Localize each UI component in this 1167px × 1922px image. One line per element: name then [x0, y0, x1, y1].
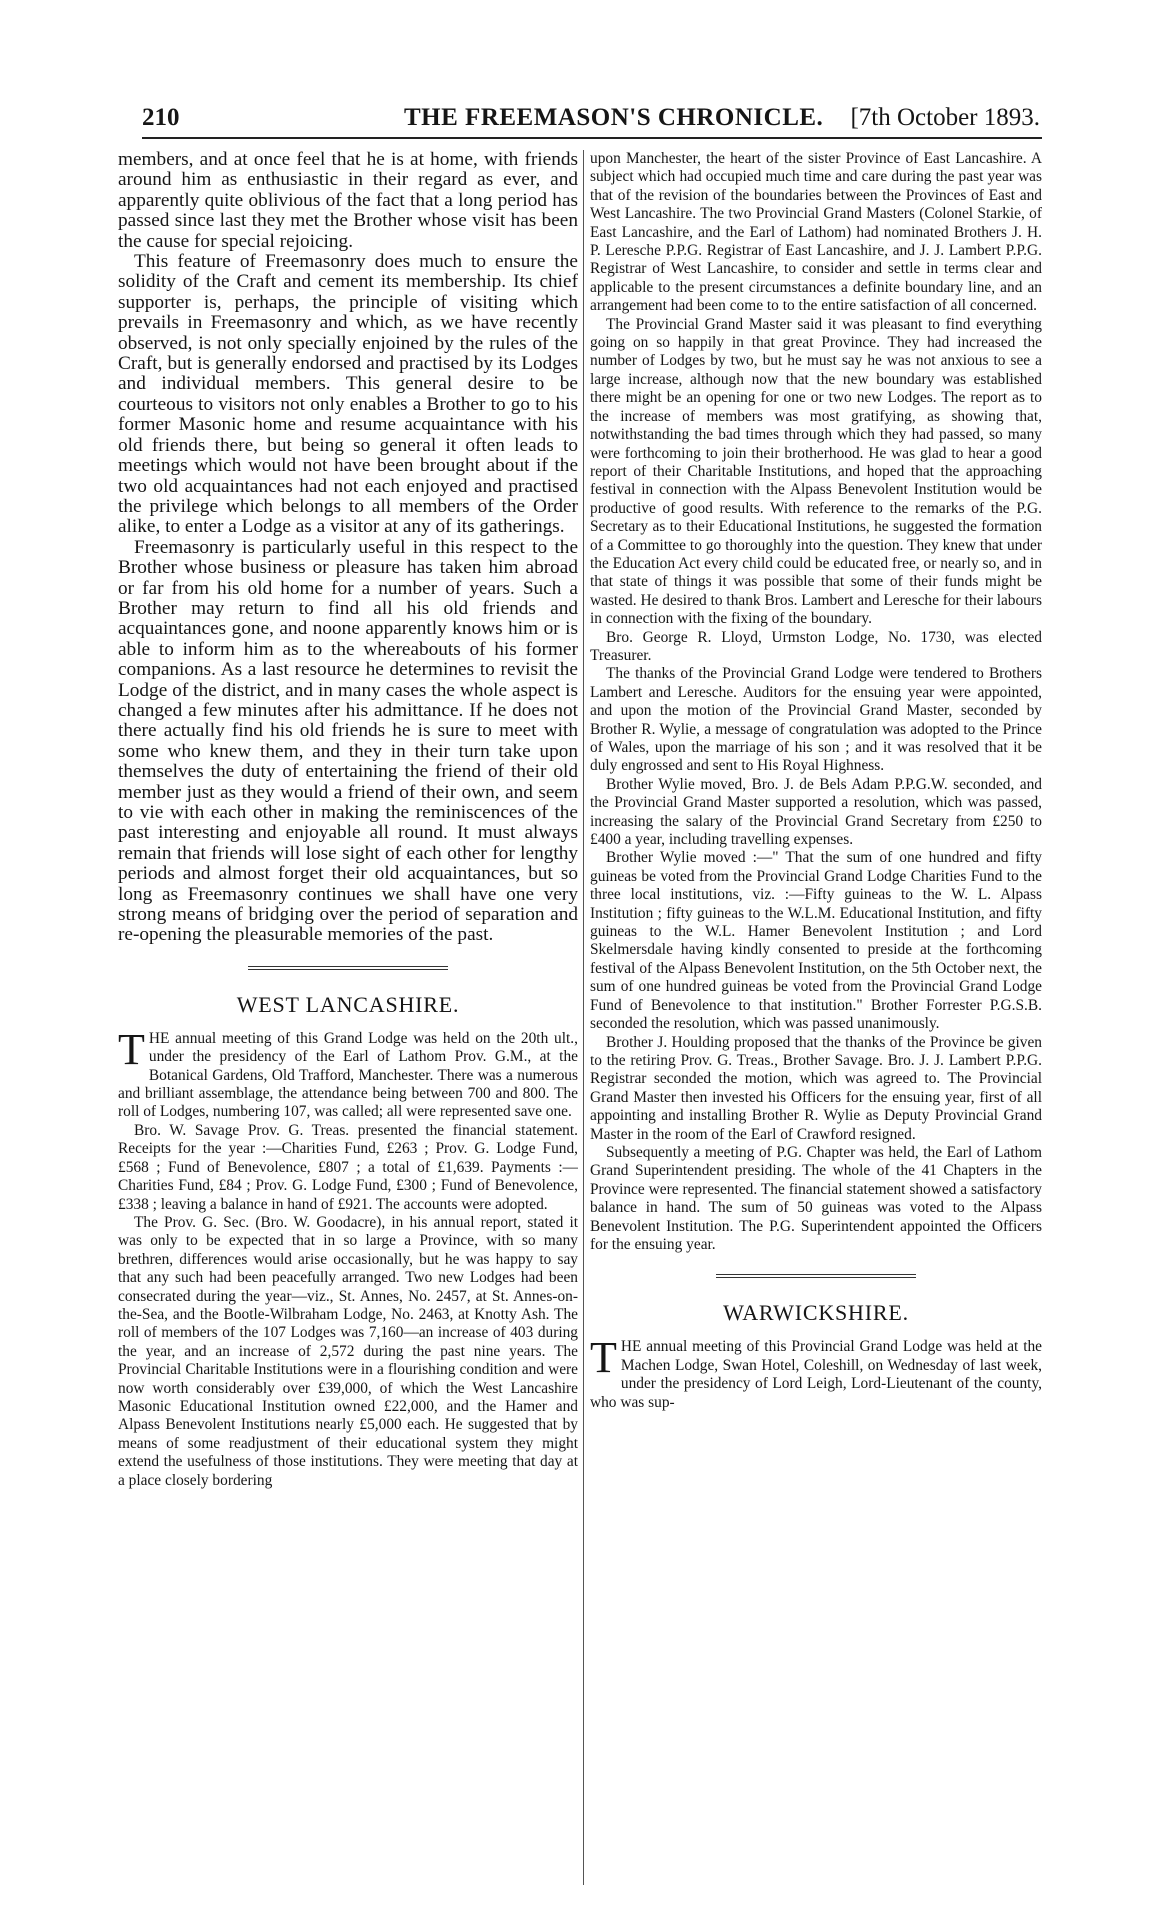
article-paragraph: This feature of Freemasonry does much to ensure the solidity of the Craft and cement its membership. Its chief supporter is, perhaps, the principle of visiting which prevails in Freemasonry and which, as we have recently observed, is not only specially enjoined by the rules of the Craft, but is generally endorsed and practised by its Lodges and individual members. This general desire to be courteous to visitors not only enables a Brother to go to his former Masonic home and resume acquaintance with his old friends there, but being so general it often leads to meetings which would not have been brought about if the two old acquaintances had not each enjoyed and practised the privilege which belongs to all members of the Order alike, to enter a Lodge as a visitor at any of its gatherings.	[118, 251, 578, 538]
article-paragraph: Freemasonry is particularly useful in this respect to the Brother whose business or pleasure has taken him abroad or far from his old home for a number of years. Such a Brother may return to find all his old friends and acquaintances gone, and noone apparently knows him or is able to inform him as to the whereabouts of his former companions. As a last resource he determines to revisit the Lodge of the district, and in many cases the whole aspect is changed a few minutes after his admittance. If he does not there actually find his old friends he is sure to meet with some who knew them, and they in their turn take upon themselves the duty of entertaining the friend of their old member just as they would a friend of their own, and seem to vie with each other in making the reminiscences of the past interesting and enjoyable all round. It must always remain that friends will lose sight of each other for lengthy periods and almost forget their old acquaintances, but so long as Freemasonry continues we shall have one very strong means of bridging over the period of separation and re-opening the pleasurable memories of the past.	[118, 536, 578, 946]
report-lead-text: HE annual meeting of this Grand Lodge was held on the 20th ult., under the presidency of the Earl of Lathom Prov. G.M., at the Botanical Gardens, Old Trafford, Manchester. There was a numerous and brilliant assemblage, the attendance being between 700 and 800. The roll of Lodges, numbering 107, was called; all were represented save one.	[118, 1029, 578, 1121]
report-paragraph: Bro. W. Savage Prov. G. Treas. presented the financial statement. Receipts for the year :—Charities Fund, £263 ; Prov. G. Lodge Fund, £568 ; Fund of Benevolence, £807 ; a total of £1,639. Payments :—Charities Fund, £84 ; Prov. G. Lodge Fund, £300 ; Fund of Benevolence, £338 ; leaving a balance in hand of £921. The accounts were adopted.	[118, 1121, 578, 1213]
report-paragraph: Brother Wylie moved :—" That the sum of one hundred and fifty guineas be voted from the Provincial Grand Lodge Charities Fund to the three local institutions, viz. :—Fifty guineas to the W. L. Alpass Institution ; fifty guineas to the W.L.M. Educational Institution, and fifty guineas to the W.L. Hamer Benevolent Institution ; and Lord Skelmersdale having kindly consented to preside at the forthcoming festival of the Alpass Benevolent Institution, on the 5th October next, the sum of one hundred guineas be voted from the Provincial Grand Lodge Fund of Benevolence to that institution." Brother Forrester P.G.S.B. seconded the resolution, which was passed unanimously.	[590, 849, 1042, 1033]
drop-cap: T	[118, 1024, 145, 1074]
publication-title: THE FREEMASON'S CHRONICLE.	[404, 104, 824, 131]
section-heading-west-lancashire: WEST LANCASHIRE.	[236, 991, 460, 1017]
header-rule	[142, 137, 1042, 139]
issue-date: [7th October 1893.	[850, 104, 1040, 131]
left-column	[118, 150, 578, 1885]
report-paragraph: The Prov. G. Sec. (Bro. W. Goodacre), in his annual report, stated it was only to be expected that in so large a Province, with so many brethren, differences would arise occasionally, but he was happy to say that any such had been peacefully arranged. Two new Lodges had been consecrated during the year—viz., St. Annes, No. 2457, at St. Annes-on-the-Sea, and the Bootle-Wilbraham Lodge, No. 2463, at Knotty Ash. The roll of members of the 107 Lodges was 7,160—an increase of 403 during the year, and an increase of 2,572 during the past nine years. The Provincial Charitable Institutions were in a flourishing condition and were now worth considerably over £39,000, of which the West Lancashire Masonic Educational Institution owned £22,000, and the Hamer and Alpass Benevolent Institutions nearly £5,000 each. He suggested that by means of some readjustment of their educational system they might extend the usefulness of those institutions. They were meeting that day at a place closely bordering	[118, 1213, 578, 1489]
report-paragraph: upon Manchester, the heart of the sister Province of East Lancashire. A subject which had occupied much time and care during the past year was that of the revision of the boundaries between the Provinces of East and West Lancashire. The two Provincial Grand Masters (Colonel Starkie, of East Lancashire, and the Earl of Lathom) had nominated Brothers J. H. P. Leresche P.P.G. Registrar of East Lancashire, and J. J. Lambert P.P.G. Registrar of West Lancashire, to consider and settle in terms clear and applicable to the present circumstances a definite boundary line, and an arrangement had been come to to the entire satisfaction of all concerned.	[590, 150, 1042, 315]
west-lancashire-report	[118, 1024, 578, 1490]
column-divider	[583, 150, 584, 1885]
page-number: 210	[142, 104, 180, 131]
report-paragraph: Bro. George R. Lloyd, Urmston Lodge, No. 1730, was elected Treasurer.	[590, 628, 1042, 664]
report-paragraph: The Provincial Grand Master said it was pleasant to find everything going on so happily in that great Province. They had increased the number of Lodges by two, but he must say he was not anxious to see a large increase, although now that the new boundary was established there might be an opening for one or two new Lodges. The report as to the increase of members was most gratifying, as showing that, notwithstanding the bad times through which they had passed, so many were forthcoming to join their brotherhood. He was glad to hear a good report of their Charitable Institutions, and hoped that the approaching festival in connection with the Alpass Benevolent Institution would be productive of good results. With reference to the remarks of the P.G. Secretary as to their Educational Institutions, he suggested the formation of a Committee to go thoroughly into the question. They knew that under the Education Act every child could be educated free, or nearly so, and in that state of things it was possible that some of their funds might be wasted. He desired to thank Bros. Lambert and Leresche for their labours in connection with the fixing of the boundary.	[590, 315, 1042, 628]
page-header	[142, 104, 1042, 136]
report-paragraph: The thanks of the Provincial Grand Lodge were tendered to Brothers Lambert and Leresche. Auditors for the ensuing year were appointed, and upon the motion of the Provincial Grand Master, seconded by Brother R. Wylie, a message of congratulation was adopted to the Prince of Wales, upon the marriage of his son ; and it was resolved that it be duly engrossed and sent to His Royal Highness.	[590, 665, 1042, 775]
report-paragraph: Subsequently a meeting of P.G. Chapter was held, the Earl of Lathom Grand Superintendent presiding. The whole of the 41 Chapters in the Province were represented. The financial statement showed a satisfactory balance in hand. The sum of 50 guineas was voted to the Alpass Benevolent Institution. The P.G. Superintendent appointed the Officers for the ensuing year.	[590, 1143, 1042, 1253]
freemasonry-article	[118, 150, 578, 946]
report-paragraph: Brother J. Houlding proposed that the thanks of the Province be given to the retiring Prov. G. Treas., Brother Savage. Bro. J. J. Lambert P.P.G. Registrar seconded the motion, which was agreed to. The Provincial Grand Master then invested his Officers for the ensuing year, first of all appointing and installing Brother R. Wylie as Deputy Provincial Grand Master in the room of the Earl of Crawford resigned.	[590, 1033, 1042, 1143]
section-divider	[716, 1274, 916, 1278]
section-divider	[248, 966, 448, 970]
report-paragraph-lead	[118, 1024, 578, 1122]
report-paragraph: Brother Wylie moved, Bro. J. de Bels Adam P.P.G.W. seconded, and the Provincial Grand Master supported a resolution, which was passed, increasing the salary of the Provincial Grand Secretary from £250 to £400 a year, including travelling expenses.	[590, 775, 1042, 849]
drop-cap: T	[590, 1333, 617, 1383]
report-paragraph-lead	[590, 1333, 1042, 1412]
right-column	[590, 150, 1042, 1885]
article-paragraph: members, and at once feel that he is at home, with friends around him as enthusiastic in their regard as ever, and apparently quite oblivious of the fact that a long period has passed since last they met the Brother whose visit has been the cause for special rejoicing.	[118, 150, 578, 252]
section-heading-warwickshire: WARWICKSHIRE.	[723, 1300, 909, 1326]
report-lead-text: HE annual meeting of this Provincial Grand Lodge was held at the Machen Lodge, Swan Hotel, Coleshill, on Wednesday of last week, under the presidency of Lord Leigh, Lord-Lieutenant of the county, who was sup-	[590, 1338, 1042, 1411]
